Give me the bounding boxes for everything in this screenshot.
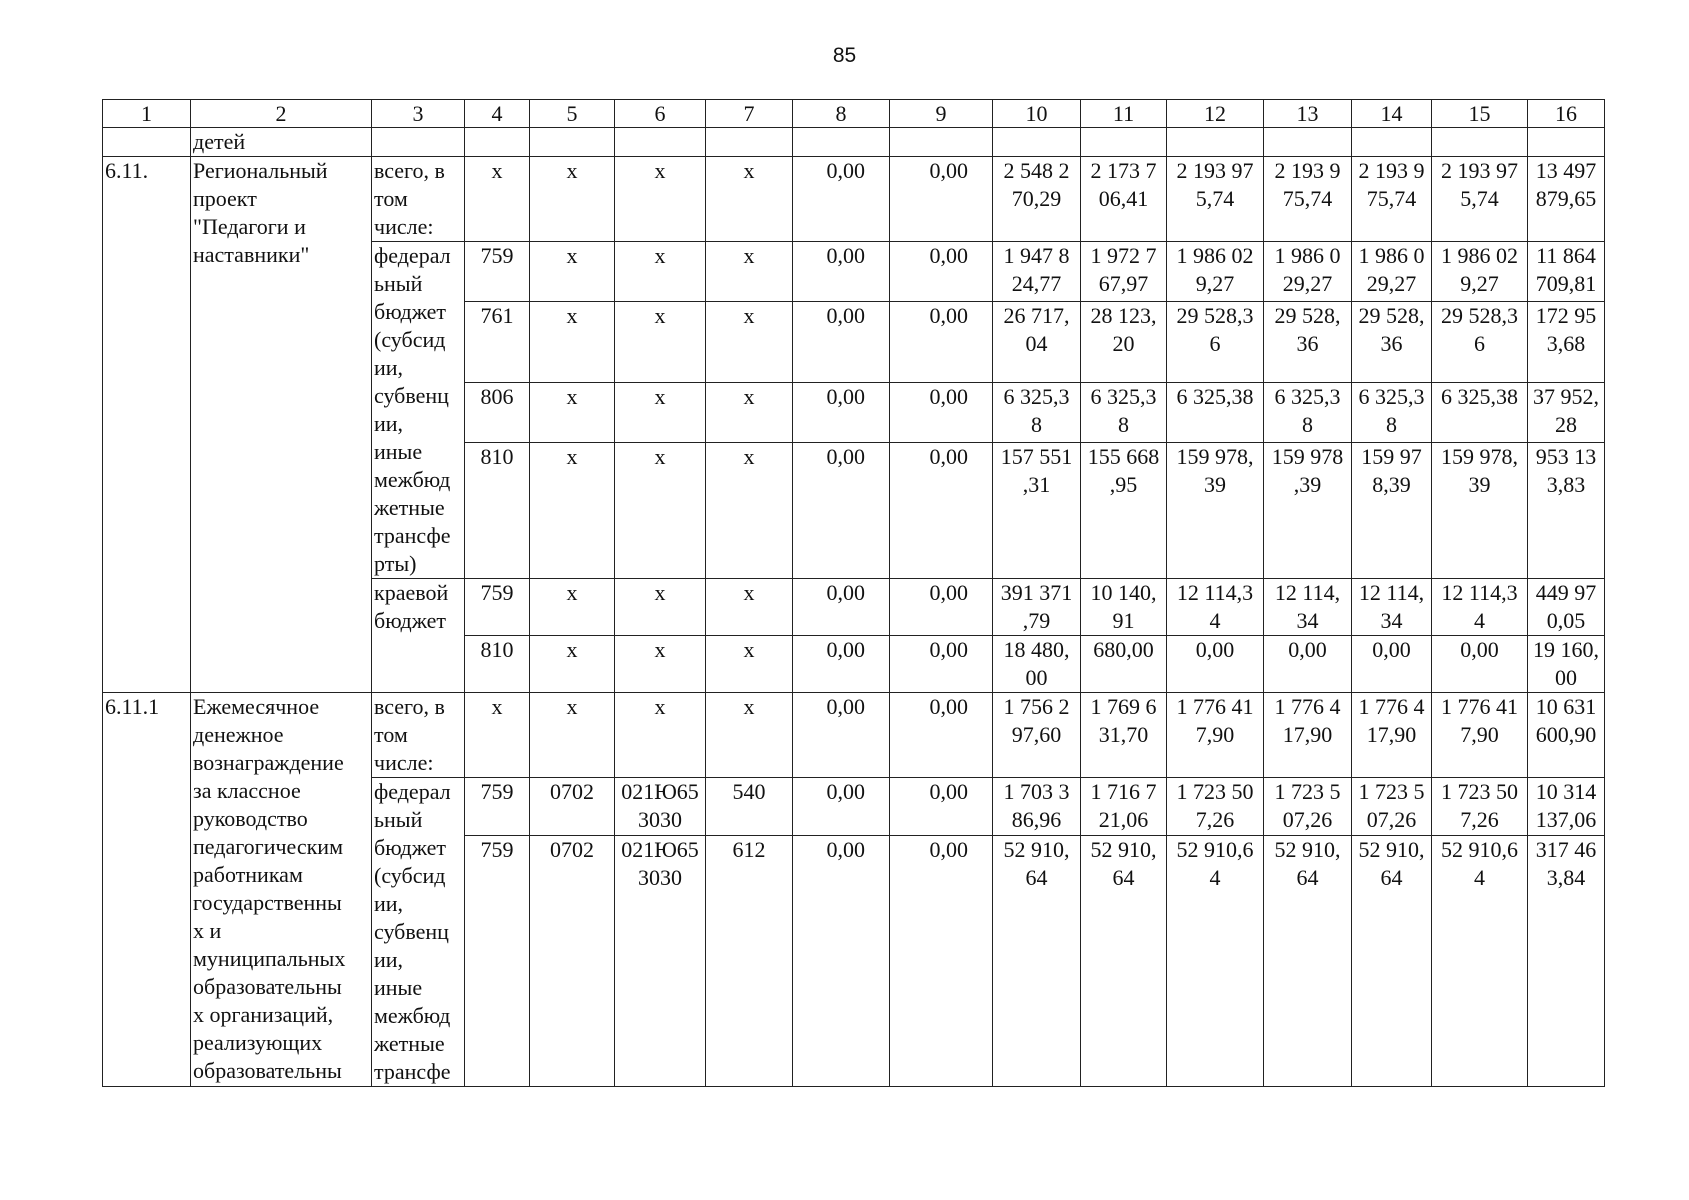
header-cell: 7 (706, 100, 793, 128)
cell-col-11: 1 716 7 21,06 (1081, 778, 1167, 836)
cell-col-15: 6 325,38 (1432, 383, 1528, 443)
cell-col-5: х (530, 442, 615, 578)
cell-col-10: 1 703 3 86,96 (993, 778, 1081, 836)
cell-col-13: 1 723 5 07,26 (1264, 778, 1352, 836)
cell-col-15: 1 776 41 7,90 (1432, 693, 1528, 778)
header-cell: 14 (1352, 100, 1432, 128)
cell-col-7: х (706, 242, 793, 302)
cell-col-14: 1 723 5 07,26 (1352, 778, 1432, 836)
cell-col-13: 0,00 (1264, 636, 1352, 693)
cell-col-10: 2 548 2 70,29 (993, 157, 1081, 242)
cell-col-12: 29 528,3 6 (1167, 301, 1264, 383)
cell-col-14: 1 986 0 29,27 (1352, 242, 1432, 302)
cell-col-5: х (530, 301, 615, 383)
cell-col-4: 806 (465, 383, 530, 443)
cell-col-8: 0,00 (793, 778, 890, 836)
budget-table (102, 99, 1605, 1087)
header-cell: 10 (993, 100, 1081, 128)
cell-col-14: 159 97 8,39 (1352, 442, 1432, 578)
funding-label-regional: краевой бюджет (372, 579, 465, 693)
cell-col-12: 12 114,3 4 (1167, 579, 1264, 636)
cell-col-7: х (706, 301, 793, 383)
page-number: 85 (832, 44, 857, 67)
cell-col-7: х (706, 693, 793, 778)
cell-col-4: 759 (465, 835, 530, 1086)
cell-col-11: 680,00 (1081, 636, 1167, 693)
cell-col-14: 12 114, 34 (1352, 579, 1432, 636)
header-cell: 8 (793, 100, 890, 128)
cell-col-6: х (615, 579, 706, 636)
cell-col-10: 18 480, 00 (993, 636, 1081, 693)
row-code: 6.11.1 (103, 693, 191, 1087)
header-cell: 5 (530, 100, 615, 128)
cell-col-16: 172 95 3,68 (1528, 301, 1605, 383)
cell-col-14: 1 776 4 17,90 (1352, 693, 1432, 778)
cell-col-10: 1 947 8 24,77 (993, 242, 1081, 302)
cell-col-6: х (615, 242, 706, 302)
cell-col-6: х (615, 301, 706, 383)
cell-col-4: 759 (465, 579, 530, 636)
cell-col-14: 52 910, 64 (1352, 835, 1432, 1086)
cell-col-4: 761 (465, 301, 530, 383)
cell-col-5: 0702 (530, 778, 615, 836)
cell-col-9: 0,00 (890, 157, 993, 242)
cell-col-12: 1 723 50 7,26 (1167, 778, 1264, 836)
cell-col-9: 0,00 (890, 778, 993, 836)
funding-label-total: всего, в том числе: (372, 157, 465, 242)
cell-col-9: 0,00 (890, 693, 993, 778)
cell-col-15: 52 910,6 4 (1432, 835, 1528, 1086)
continuation-row (103, 128, 1605, 157)
cell-col-9: 0,00 (890, 835, 993, 1086)
cell-col-14: 0,00 (1352, 636, 1432, 693)
header-cell: 9 (890, 100, 993, 128)
cell-col-11: 52 910, 64 (1081, 835, 1167, 1086)
cell-col-9: 0,00 (890, 301, 993, 383)
cell-col-12: 0,00 (1167, 636, 1264, 693)
cell-col-16: 953 13 3,83 (1528, 442, 1605, 578)
header-row (103, 100, 1605, 128)
row-name: Ежемесячное денежное вознаграждение за классное руководство педагогическим работникам государственны х и муниципальных образовательны х организаций, реализующих образовательны (191, 693, 372, 1087)
cell-col-7: 540 (706, 778, 793, 836)
cell-col-13: 6 325,3 8 (1264, 383, 1352, 443)
table-row (103, 693, 1605, 778)
cell-col-5: х (530, 242, 615, 302)
cell-col-11: 28 123, 20 (1081, 301, 1167, 383)
cell-col-15: 0,00 (1432, 636, 1528, 693)
cell-col-5: 0702 (530, 835, 615, 1086)
cell-col-7: х (706, 157, 793, 242)
cell-col-13: 159 978 ,39 (1264, 442, 1352, 578)
cell-col-15: 12 114,3 4 (1432, 579, 1528, 636)
cell-col-13: 2 193 9 75,74 (1264, 157, 1352, 242)
funding-label-federal: федерал ьный бюджет (субсид ии, субвенц ии, иные межбюд жетные трансфе (372, 778, 465, 1087)
header-cell: 11 (1081, 100, 1167, 128)
cell-col-9: 0,00 (890, 636, 993, 693)
cell-col-10: 6 325,3 8 (993, 383, 1081, 443)
cell-col-8: 0,00 (793, 242, 890, 302)
cell-col-8: 0,00 (793, 442, 890, 578)
cell-col-13: 1 986 0 29,27 (1264, 242, 1352, 302)
cell-col-16: 11 864 709,81 (1528, 242, 1605, 302)
cell-col-10: 52 910, 64 (993, 835, 1081, 1086)
cell-col-14: 6 325,3 8 (1352, 383, 1432, 443)
cell-col-13: 52 910, 64 (1264, 835, 1352, 1086)
table-row (103, 157, 1605, 242)
cell-col-8: 0,00 (793, 383, 890, 443)
cell-col-15: 2 193 97 5,74 (1432, 157, 1528, 242)
row-code: 6.11. (103, 157, 191, 693)
cell-col-6: 021Ю65 3030 (615, 835, 706, 1086)
cell-col-4: 810 (465, 636, 530, 693)
cell-col-16: 449 97 0,05 (1528, 579, 1605, 636)
header-cell: 15 (1432, 100, 1528, 128)
header-cell: 16 (1528, 100, 1605, 128)
header-cell: 3 (372, 100, 465, 128)
cell-col-8: 0,00 (793, 835, 890, 1086)
header-cell: 4 (465, 100, 530, 128)
cell-col-7: х (706, 383, 793, 443)
cell-col-4: 759 (465, 778, 530, 836)
continuation-text: детей (191, 128, 372, 157)
cell-col-7: х (706, 442, 793, 578)
cell-col-9: 0,00 (890, 383, 993, 443)
header-cell: 6 (615, 100, 706, 128)
cell-col-8: 0,00 (793, 693, 890, 778)
cell-col-9: 0,00 (890, 242, 993, 302)
cell-col-6: х (615, 442, 706, 578)
cell-col-12: 1 986 02 9,27 (1167, 242, 1264, 302)
cell-col-8: 0,00 (793, 157, 890, 242)
cell-col-12: 52 910,6 4 (1167, 835, 1264, 1086)
cell-col-11: 1 769 6 31,70 (1081, 693, 1167, 778)
cell-col-6: х (615, 693, 706, 778)
header-cell: 12 (1167, 100, 1264, 128)
header-cell: 2 (191, 100, 372, 128)
cell-col-7: 612 (706, 835, 793, 1086)
cell-col-12: 1 776 41 7,90 (1167, 693, 1264, 778)
cell-col-16: 13 497 879,65 (1528, 157, 1605, 242)
cell-col-10: 26 717, 04 (993, 301, 1081, 383)
cell-col-15: 1 723 50 7,26 (1432, 778, 1528, 836)
cell-col-5: х (530, 157, 615, 242)
cell-col-9: 0,00 (890, 442, 993, 578)
cell-col-6: х (615, 157, 706, 242)
header-cell: 1 (103, 100, 191, 128)
cell-col-4: 759 (465, 242, 530, 302)
cell-col-5: х (530, 579, 615, 636)
cell-col-16: 37 952, 28 (1528, 383, 1605, 443)
cell-col-4: х (465, 693, 530, 778)
cell-col-13: 1 776 4 17,90 (1264, 693, 1352, 778)
cell-col-6: х (615, 636, 706, 693)
row-name: Региональный проект "Педагоги и наставники" (191, 157, 372, 693)
cell-col-10: 391 371 ,79 (993, 579, 1081, 636)
cell-col-13: 12 114, 34 (1264, 579, 1352, 636)
cell-col-4: х (465, 157, 530, 242)
cell-col-16: 10 631 600,90 (1528, 693, 1605, 778)
cell-col-10: 157 551 ,31 (993, 442, 1081, 578)
cell-col-9: 0,00 (890, 579, 993, 636)
cell-col-16: 19 160, 00 (1528, 636, 1605, 693)
cell-col-6: х (615, 383, 706, 443)
header-cell: 13 (1264, 100, 1352, 128)
cell-col-5: х (530, 693, 615, 778)
cell-col-12: 159 978, 39 (1167, 442, 1264, 578)
cell-col-8: 0,00 (793, 301, 890, 383)
cell-col-10: 1 756 2 97,60 (993, 693, 1081, 778)
cell-col-11: 1 972 7 67,97 (1081, 242, 1167, 302)
funding-label-total: всего, в том числе: (372, 693, 465, 778)
cell-col-16: 10 314 137,06 (1528, 778, 1605, 836)
cell-col-11: 155 668 ,95 (1081, 442, 1167, 578)
cell-col-5: х (530, 383, 615, 443)
cell-col-11: 2 173 7 06,41 (1081, 157, 1167, 242)
cell-col-14: 29 528, 36 (1352, 301, 1432, 383)
cell-col-12: 2 193 97 5,74 (1167, 157, 1264, 242)
cell-col-15: 1 986 02 9,27 (1432, 242, 1528, 302)
cell-col-12: 6 325,38 (1167, 383, 1264, 443)
cell-col-6: 021Ю65 3030 (615, 778, 706, 836)
cell-col-11: 10 140, 91 (1081, 579, 1167, 636)
cell-col-8: 0,00 (793, 579, 890, 636)
cell-col-15: 159 978, 39 (1432, 442, 1528, 578)
cell-col-13: 29 528, 36 (1264, 301, 1352, 383)
cell-col-16: 317 46 3,84 (1528, 835, 1605, 1086)
cell-col-7: х (706, 636, 793, 693)
funding-label-federal: федерал ьный бюджет (субсид ии, субвенц ии, иные межбюд жетные трансфе рты) (372, 242, 465, 579)
cell-col-8: 0,00 (793, 636, 890, 693)
cell-col-14: 2 193 9 75,74 (1352, 157, 1432, 242)
cell-col-7: х (706, 579, 793, 636)
cell-col-5: х (530, 636, 615, 693)
cell-col-15: 29 528,3 6 (1432, 301, 1528, 383)
cell-col-11: 6 325,3 8 (1081, 383, 1167, 443)
cell-col-4: 810 (465, 442, 530, 578)
